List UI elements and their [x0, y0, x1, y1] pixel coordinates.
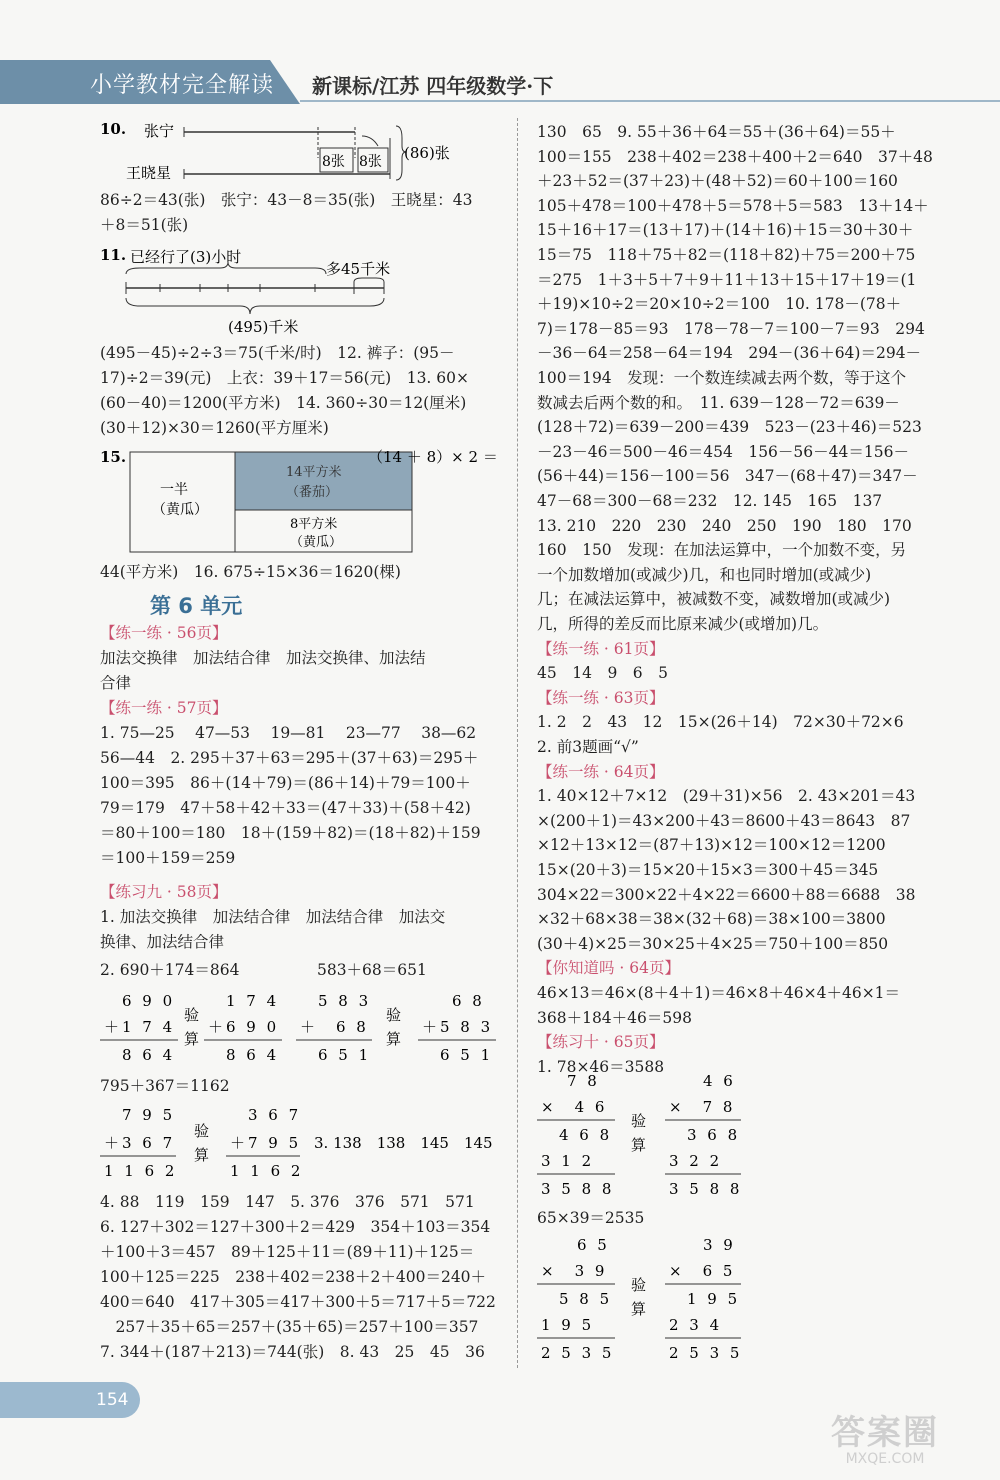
multiplication-b [537, 1232, 777, 1364]
diag15-br: 8平方米 [290, 517, 338, 532]
text-line: 加法交换律 加法结合律 加法交换律、加法结 [100, 649, 426, 667]
text-line: 一个加数增加(或减少)几，和也同时增加(或减少) [537, 565, 872, 584]
text-line: 130 65 9. 55＋36＋64＝55＋(36＋64)＝55＋ [537, 123, 896, 141]
text-line: 7)＝178－85＝93 178－78－7＝100－7＝93 294 [537, 319, 925, 338]
diag10-num: 10. [100, 120, 127, 138]
text-line: 100＝194 发现：一个数连续减去两个数，等于这个 [537, 369, 907, 387]
text-line: 换律、加法结合律 [100, 933, 225, 951]
multiplication-a [537, 1068, 777, 1200]
vert-num: ＋1 7 4 [104, 1018, 176, 1036]
diag10-label-bottom: 王晓星 [126, 164, 172, 182]
vert-num: 1 1 6 2 [104, 1162, 178, 1180]
check-label: 验 [631, 1276, 647, 1294]
text-line: －36－64＝258－64＝194 294－(36＋64)＝294－ [537, 344, 922, 363]
text-line: 13. 210 220 230 240 250 190 180 170 [537, 516, 912, 535]
text-line: ×12＋13×12＝(87＋13)×12＝100×12＝1200 [537, 836, 886, 855]
check-label: 算 [194, 1146, 210, 1164]
text-line: 56—44 2. 295＋37＋63＝295＋(37＋63)＝295＋ [100, 749, 479, 767]
text-line: 368＋184＋46＝598 [537, 1008, 692, 1027]
text-line: ×32＋68×38＝38×(32＋68)＝38×100＝3800 [537, 910, 886, 929]
watermark-logo: 答案圈 [831, 1413, 939, 1453]
book-subtitle: 新课标/江苏 四年级数学·下 [312, 74, 554, 98]
diag15-br2: （黄瓜） [290, 535, 343, 550]
vert-num: 6 5 1 [440, 1046, 494, 1064]
text-line: 400＝640 417＋305＝417＋300＋5＝717＋5＝722 [100, 1293, 496, 1311]
diagram-15 [100, 446, 500, 558]
diag11-num: 11. [100, 246, 127, 264]
vert-num: × 3 9 [541, 1262, 608, 1280]
diag15-left: 一半 [160, 482, 188, 498]
vert-num: 1 1 6 2 [230, 1162, 304, 1180]
vert-num: ＋7 9 5 [230, 1134, 302, 1152]
text-line: －23－46＝500－46＝454 156－56－44＝156－ [537, 442, 909, 461]
text-line: 15＋16＋17＝(13＋17)＋(14＋16)＋15＝30＋30＋ [537, 221, 914, 240]
vert-num: ＋3 6 7 [104, 1134, 176, 1152]
text-line: ×(200＋1)＝43×200＋43＝8600＋43＝8643 87 [537, 811, 911, 830]
text-line: ＋19)×10÷2＝20×10÷2＝100 10. 178－(78＋ [537, 295, 902, 314]
vert-num: 7 9 5 [122, 1106, 176, 1124]
diag15-tr2: （番茄） [286, 485, 339, 500]
text-line: 【练习十 · 65页】 [537, 1033, 665, 1052]
text-line: (56＋44)＝156－100＝56 347－(68＋47)＝347－ [537, 467, 918, 486]
text-line: 【练一练 · 61页】 [537, 639, 665, 658]
text-line: ＋8＝51(张) [100, 216, 189, 234]
vert-num: 3 6 7 [248, 1106, 302, 1124]
vert-num: ＋ 6 8 [300, 1018, 369, 1036]
text-line: 17)÷2＝39(元) 上衣：39＋17＝56(元) 13. 60× [100, 369, 469, 387]
header-rule [300, 100, 1000, 102]
vert-num: 6 5 [577, 1236, 610, 1254]
vert-num: 4 6 8 [559, 1126, 613, 1144]
text-line: 1. 78×46＝3588 [537, 1057, 665, 1076]
text-line: 45 14 9 6 5 [537, 664, 669, 683]
vert-num: 6 9 0 [122, 992, 176, 1010]
vert-num: ＋6 9 0 [208, 1018, 280, 1036]
text-line: 【练一练 · 57页】 [100, 699, 228, 717]
vert-num: 6 8 [452, 992, 485, 1010]
vert-num: ＋5 8 3 [422, 1018, 494, 1036]
text-line: ＝80＋100＝180 18＋(159＋82)＝(18＋82)＋159 [100, 824, 481, 842]
page-header [0, 60, 1000, 104]
vertical-addition-a [100, 988, 500, 1064]
text-line: 【练习九 · 58页】 [100, 883, 228, 901]
check-label: 验 [194, 1122, 210, 1140]
text-line: 1. 40×12＋7×12 (29＋31)×56 2. 43×201＝43 [537, 787, 916, 806]
section-title: 第 6 单元 [150, 594, 243, 618]
text-line: 1. 75—25 47—53 19—81 23—77 38—62 [100, 724, 477, 742]
text-line: 几，所得的差反而比原来减少(或增加)几。 [537, 615, 829, 633]
text-line: 79＝179 47＋58＋42＋33＝(47＋33)＋(58＋42) [100, 799, 471, 817]
text-line: ＝100＋159＝259 [100, 849, 236, 867]
diagram-11 [100, 244, 480, 340]
vert-num: 3 2 2 [669, 1152, 723, 1170]
diag15-num: 15. [100, 448, 127, 466]
vert-num: 5 8 3 [318, 992, 372, 1010]
check-label: 算 [631, 1136, 647, 1154]
vert-num: 3 5 8 8 [541, 1180, 615, 1198]
text-line: 47－68＝300－68＝232 12. 145 165 137 [537, 492, 883, 510]
text-line: 160 150 发现：在加法运算中，一个加数不变，另 [537, 541, 907, 560]
text-line: 46×13＝46×(8＋4＋1)＝46×8＋46×4＋46×1＝ [537, 984, 901, 1002]
vert-num: 3 9 [703, 1236, 736, 1254]
watermark-url: MXQE.COM [845, 1451, 925, 1467]
vert-num: 6 5 1 [318, 1046, 372, 1064]
text-line: 304×22＝300×22＋4×22＝6600＋88＝6688 38 [537, 885, 916, 904]
vert-num: 8 6 4 [122, 1046, 176, 1064]
text-line: 【练一练 · 64页】 [537, 762, 665, 781]
book-title: 小学教材完全解读 [90, 73, 275, 98]
text-line: (60－40)＝1200(平方米) 14. 360÷30＝12(厘米) [100, 394, 467, 412]
text-line: 7. 344＋(187＋213)＝744(张) 8. 43 25 45 36 [100, 1343, 485, 1361]
text-line: ＋23＋52＝(37＋23)＋(48＋52)＝60＋100＝160 [537, 172, 898, 191]
diag10-label-top: 张宁 [144, 122, 175, 140]
text-line: (495－45)÷2÷3＝75(千米/时) 12. 裤子：(95－ [100, 344, 455, 362]
diag15-side: （14 ＋ 8）× 2 ＝ [368, 448, 498, 466]
text-line: 44(平方米) 16. 675÷15×36＝1620(棵) [100, 563, 401, 581]
vert-num: 8 6 4 [226, 1046, 280, 1064]
check-label: 算 [631, 1300, 647, 1318]
text-line: (30＋12)×30＝1260(平方厘米) [100, 419, 329, 437]
diag10-box1: 8张 [322, 154, 345, 170]
text-line: 【你知道吗 · 64页】 [537, 959, 681, 978]
text-line: (30＋4)×25＝30×25＋4×25＝750＋100＝850 [537, 934, 889, 953]
watermark [800, 1415, 970, 1470]
vert-num: × 4 6 [541, 1098, 608, 1116]
vert-num: 1 9 5 [687, 1290, 741, 1308]
vertical-addition-b [100, 1102, 500, 1182]
text-line: 15＝75 118＋75＋82＝(118＋82)＋75＝200＋75 [537, 246, 916, 264]
text-line: 15×(20＋3)＝15×20＋15×3＝300＋45＝345 [537, 861, 879, 879]
page-number: 154 [96, 1390, 129, 1410]
text-line: 86÷2＝43(张) 张宁：43－8＝35(张) 王晓星：43 [100, 191, 473, 209]
text-line: 几；在减法运算中，被减数不变，减数增加(或减少) [537, 590, 891, 609]
text-line: 【练一练 · 56页】 [100, 624, 228, 642]
diag15-tr: 14平方米 [286, 465, 342, 480]
text-line: 105＋478＝100＋478＋5＝578＋5＝583 13＋14＋ [537, 196, 929, 215]
text-line: 1. 2 2 43 12 15×(26＋14) 72×30＋72×6 [537, 713, 904, 732]
text-line: 数减去后两个数的和。 11. 639－128－72＝639－ [537, 393, 900, 412]
vert-num: 3 6 8 [687, 1126, 741, 1144]
text-line: 100＝395 86＋(14＋79)＝(86＋14)＋79＝100＋ [100, 774, 471, 792]
text-line: 257＋35＋65＝257＋(35＋65)＝257＋100＝357 [100, 1318, 479, 1336]
vert-num: 3 5 8 8 [669, 1180, 743, 1198]
check-label: 验 [386, 1006, 402, 1024]
text-line: 65×39＝2535 [537, 1209, 645, 1227]
vert-num: 5 8 5 [559, 1290, 613, 1308]
text-line: ＋100＋3＝457 89＋125＋11＝(89＋11)＋125＝ [100, 1243, 475, 1261]
vert-num: × 6 5 [669, 1262, 736, 1280]
text-line: 合律 [100, 674, 132, 692]
diag11-top: 已经行了(3)小时 [130, 248, 242, 266]
vert-num: 1 7 4 [226, 992, 280, 1010]
check-label: 验 [184, 1006, 200, 1024]
vert-num: 2 5 3 5 [541, 1344, 615, 1362]
vert-num: 4 6 [703, 1072, 736, 1090]
vert-num: 2 5 3 5 [669, 1344, 743, 1362]
text-line: 100＝155 238＋402＝238＋400＋2＝640 37＋48 [537, 147, 933, 166]
vert-num: 1 9 5 [541, 1316, 595, 1334]
diag15-left2: （黄瓜） [152, 502, 208, 518]
text-line: 2. 前3题画“√” [537, 738, 639, 756]
text-line: 6. 127＋302＝127＋300＋2＝429 354＋103＝354 [100, 1218, 491, 1236]
check-label: 算 [184, 1030, 200, 1048]
text-line: 【练一练 · 63页】 [537, 688, 665, 707]
vert-num: 3 1 2 [541, 1152, 595, 1170]
text-line: 795＋367＝1162 [100, 1077, 230, 1095]
text-line: ＝275 1＋3＋5＋7＋9＋11＋13＋15＋17＋19＝(1 [537, 270, 917, 289]
diag10-box2: 8张 [359, 154, 382, 170]
diag11-extra: 多45千米 [326, 260, 391, 278]
diag11-bottom: (495)千米 [228, 318, 299, 336]
answer-3: 3. 138 138 145 145 [314, 1134, 493, 1152]
text-line: 100＋125＝225 238＋402＝238＋2＋400＝240＋ [100, 1268, 487, 1286]
text-line: 2. 690＋174＝864 583＋68＝651 [100, 961, 427, 979]
text-line: 1. 加法交换律 加法结合律 加法结合律 加法交 [100, 908, 446, 926]
vert-num: 7 8 [567, 1072, 600, 1090]
check-label: 验 [631, 1112, 647, 1130]
diag10-total: (86)张 [404, 144, 450, 162]
column-divider [517, 118, 518, 1368]
check-label: 算 [386, 1030, 402, 1048]
text-line: (128＋72)＝639－200＝439 523－(23＋46)＝523 [537, 418, 922, 437]
vert-num: 2 3 4 [669, 1316, 723, 1334]
vert-num: × 7 8 [669, 1098, 736, 1116]
text-line: 4. 88 119 159 147 5. 376 376 571 571 [100, 1193, 475, 1211]
diagram-10 [100, 118, 480, 186]
